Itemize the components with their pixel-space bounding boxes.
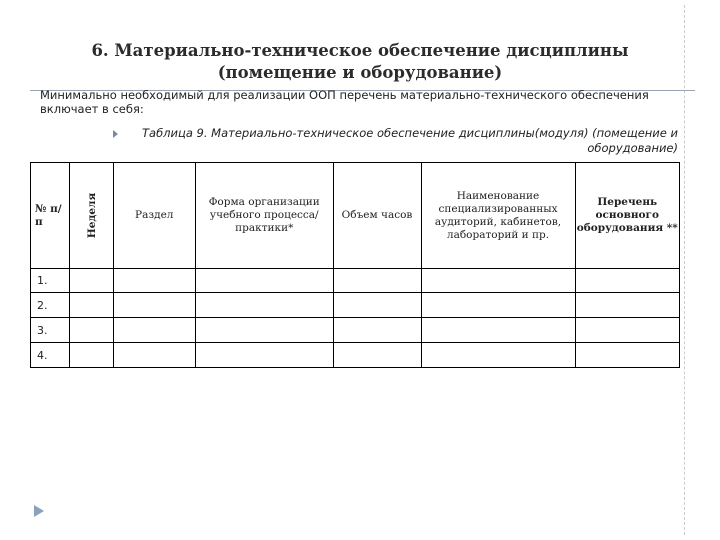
table-cell	[333, 343, 421, 368]
table-cell	[333, 269, 421, 293]
page-title: 6. Материально-техническое обеспечение дисциплины (помещение и оборудование)	[91, 41, 629, 82]
table-cell	[575, 293, 680, 318]
header-hours: Объем часов	[333, 163, 421, 269]
table-cell	[575, 269, 680, 293]
table-cell	[421, 293, 575, 318]
table-cell	[69, 343, 113, 368]
equipment-table	[30, 162, 680, 368]
header-week-label: Неделя	[85, 192, 98, 239]
table-cell	[196, 293, 334, 318]
table-cell	[196, 318, 334, 343]
table-row	[31, 293, 680, 318]
header-form: Форма организации учебного процесса/практики*	[196, 163, 334, 269]
table-cell	[421, 343, 575, 368]
triangle-bullet-icon	[113, 130, 118, 138]
row-number: 2.	[31, 293, 70, 318]
table-cell	[113, 318, 196, 343]
row-number: 1.	[31, 269, 70, 293]
table-cell	[69, 318, 113, 343]
table-cell	[69, 293, 113, 318]
table-cell	[421, 269, 575, 293]
header-week	[69, 163, 113, 269]
table-cell	[113, 343, 196, 368]
table-cell	[113, 269, 196, 293]
table-cell	[575, 343, 680, 368]
table-header-row	[31, 163, 680, 269]
table-cell	[69, 269, 113, 293]
header-rooms: Наименование специализированных аудиторий, кабинетов, лабораторий и пр.	[421, 163, 575, 269]
next-slide-arrow-icon[interactable]	[34, 505, 44, 517]
row-number: 3.	[31, 318, 70, 343]
table-cell	[196, 269, 334, 293]
header-equipment: Перечень основного оборудования **	[575, 163, 680, 269]
intro-text: Минимально необходимый для реализации ООП перечень материально-технического обеспечения включает в себя:	[40, 88, 649, 116]
table-caption: Таблица 9. Материально-техническое обеспечение дисциплины(модуля) (помещение и оборудование)	[142, 126, 678, 155]
header-section: Раздел	[113, 163, 196, 269]
table-row	[31, 343, 680, 368]
table-cell	[333, 318, 421, 343]
header-num: № п/п	[31, 163, 70, 269]
table-cell	[196, 343, 334, 368]
table-cell	[333, 293, 421, 318]
table-cell	[575, 318, 680, 343]
table-cell	[113, 293, 196, 318]
decorative-guide-line	[684, 5, 685, 535]
table-row	[31, 269, 680, 293]
row-number: 4.	[31, 343, 70, 368]
table-cell	[421, 318, 575, 343]
table-row	[31, 318, 680, 343]
